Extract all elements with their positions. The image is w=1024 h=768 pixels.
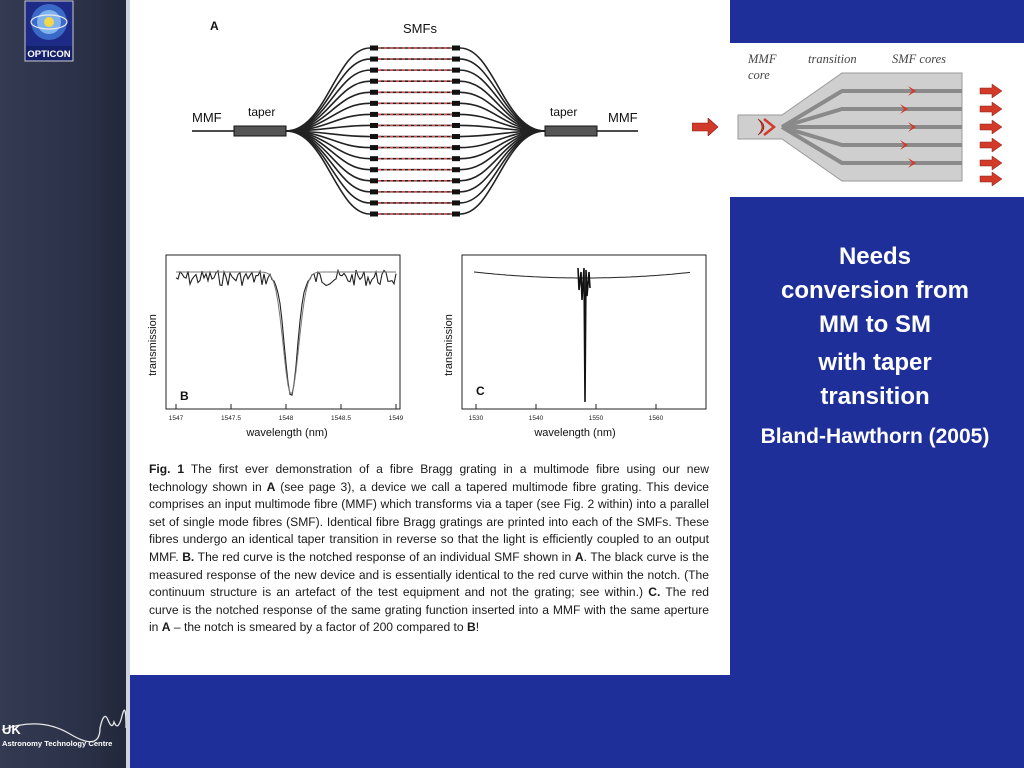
output-arrow-icon bbox=[980, 102, 1002, 116]
tick-label: 1540 bbox=[528, 415, 544, 422]
fibre-connector bbox=[370, 145, 378, 150]
panel-c-notch bbox=[578, 268, 590, 402]
caption-text: The first ever demonstration of a fibre Bragg grating in a multimode fibre using our new technology shown in bbox=[149, 462, 709, 494]
fibre-connector bbox=[370, 156, 378, 161]
fibre-connector bbox=[370, 68, 378, 73]
fibre-connector bbox=[370, 134, 378, 139]
tick-label: 1550 bbox=[588, 415, 604, 422]
smfs-label: SMFs bbox=[403, 21, 437, 36]
caption-text: The red curve is the notched response of an individual SMF shown in bbox=[194, 549, 575, 564]
fibre-connector bbox=[452, 178, 460, 183]
figure-caption bbox=[149, 461, 709, 637]
panel-c-ylabel: transmission bbox=[443, 314, 455, 376]
panel-b-model-curve bbox=[176, 272, 396, 393]
taper-left bbox=[234, 126, 286, 136]
mmf-core-label-2: core bbox=[748, 68, 770, 82]
panel-a-letter: A bbox=[210, 19, 219, 33]
fibre-connector bbox=[452, 189, 460, 194]
fibre-connector bbox=[370, 101, 378, 106]
smf-fibre bbox=[286, 48, 545, 131]
panel-b-ylabel: transmission bbox=[147, 314, 159, 376]
fibre-connector bbox=[452, 90, 460, 95]
opticon-text: OPTICON bbox=[27, 49, 71, 60]
tick-label: 1530 bbox=[468, 415, 484, 422]
panel-b-plot bbox=[147, 255, 404, 439]
fibre-connector bbox=[452, 101, 460, 106]
caption-text: . The black curve is the measured response of the new device and is essentially identical to the red curve within the notch. (The continuum structure is an artefact of the test equipment and not the grating; see within.) bbox=[149, 549, 709, 600]
mmf-left-label: MMF bbox=[192, 110, 222, 125]
fibre-connector bbox=[370, 212, 378, 217]
taper-right-label: taper bbox=[550, 105, 578, 119]
panel-c-xlabel: wavelength (nm) bbox=[534, 427, 616, 439]
fibre-connector bbox=[370, 123, 378, 128]
caption-text: The red curve is the notched response of the same grating function inserted into a MMF with the same aperture in bbox=[149, 585, 710, 635]
panel-c-letter: C bbox=[476, 384, 485, 398]
fibre-connector bbox=[452, 79, 460, 84]
smf-fibre bbox=[286, 131, 545, 137]
opticon-logo bbox=[24, 0, 74, 62]
side-line-5: transition bbox=[820, 383, 930, 410]
panel-c-curve bbox=[474, 272, 690, 278]
fibre-connector bbox=[452, 134, 460, 139]
output-arrow-icon bbox=[980, 84, 1002, 98]
tick-label: 1549 bbox=[388, 415, 404, 422]
tick-label: 1548 bbox=[278, 415, 294, 422]
side-line-2: conversion from bbox=[780, 277, 970, 304]
caption-fig-label: Fig. 1 bbox=[149, 462, 185, 476]
panel-b-curve bbox=[176, 270, 396, 395]
atc-name-text: Astronomy Technology Centre bbox=[2, 739, 113, 748]
fibre-connector bbox=[370, 46, 378, 51]
fibre-connector bbox=[452, 46, 460, 51]
mmf-right-label: MMF bbox=[608, 110, 638, 125]
caption-ref-c: C. bbox=[648, 585, 661, 600]
panel-c-plot bbox=[443, 255, 706, 439]
fibre-connector bbox=[370, 79, 378, 84]
taper-diagram bbox=[730, 43, 1024, 197]
output-arrow-icon bbox=[980, 172, 1002, 186]
tick-label: 1547.5 bbox=[221, 415, 241, 422]
caption-text: (see page 3), a device we call a tapered multimode fibre grating. This device comprises an input multimode fibre (MMF) which transforms via a taper (see Fig. 2 within) into a parallel set of single mode fibres (SMF). Identical fibre Bragg gratings are printed into each of the SMFs. These fibres undergo an identical taper transition in reverse so that the light is efficiently coupled to an output MMF. bbox=[149, 479, 709, 564]
tick-label: 1560 bbox=[648, 415, 664, 422]
fibre-connector bbox=[452, 200, 460, 205]
fibre-connector bbox=[370, 167, 378, 172]
smf-fibre-bundle bbox=[286, 46, 545, 217]
fibre-connector bbox=[452, 167, 460, 172]
citation: Bland-Hawthorn (2005) bbox=[760, 425, 990, 448]
smf-fibre bbox=[286, 131, 545, 214]
taper-left-label: taper bbox=[248, 105, 276, 119]
figure-panel bbox=[130, 0, 730, 675]
side-line-3: MM to SM bbox=[819, 311, 931, 338]
panel-b-letter: B bbox=[180, 389, 189, 403]
fibre-connector bbox=[370, 57, 378, 62]
uk-atc-logo bbox=[0, 708, 128, 752]
caption-ref-b: B. bbox=[182, 549, 195, 564]
fibre-connector bbox=[370, 90, 378, 95]
output-arrow-icon bbox=[980, 138, 1002, 152]
fibre-connector bbox=[452, 123, 460, 128]
fibre-connector bbox=[452, 156, 460, 161]
fibre-connector bbox=[452, 68, 460, 73]
tick-label: 1548.5 bbox=[331, 415, 351, 422]
atc-uk-text: UK bbox=[2, 722, 21, 737]
mmf-core-label: MMF bbox=[748, 52, 777, 66]
side-line-4: with taper bbox=[818, 349, 932, 376]
input-arrow-icon bbox=[692, 118, 720, 136]
fibre-connector bbox=[370, 189, 378, 194]
caption-text: ! bbox=[475, 620, 480, 635]
output-arrow-icon bbox=[980, 120, 1002, 134]
side-line-1: Needs bbox=[838, 243, 912, 270]
fibre-connector bbox=[452, 57, 460, 62]
tick-label: 1547 bbox=[168, 415, 184, 422]
transition-label: transition bbox=[808, 52, 857, 66]
side-notes bbox=[745, 240, 1005, 452]
fibre-connector bbox=[452, 112, 460, 117]
fibre-connector bbox=[452, 212, 460, 217]
panel-b-xlabel: wavelength (nm) bbox=[246, 427, 328, 439]
caption-ref-a: A bbox=[266, 479, 276, 494]
fibre-connector bbox=[452, 145, 460, 150]
sidebar bbox=[0, 0, 126, 768]
caption-ref-a: A bbox=[574, 549, 584, 564]
caption-text: – the notch is smeared by a factor of 200 compared to bbox=[170, 620, 467, 635]
caption-ref-b: B bbox=[466, 620, 476, 635]
fibre-connector bbox=[370, 178, 378, 183]
caption-ref-a: A bbox=[161, 620, 171, 635]
fibre-connector bbox=[370, 200, 378, 205]
fibre-connector bbox=[370, 112, 378, 117]
smf-fibre bbox=[286, 125, 545, 131]
taper-right bbox=[545, 126, 597, 136]
output-arrow-icon bbox=[980, 156, 1002, 170]
smf-cores-label: SMF cores bbox=[892, 52, 947, 66]
